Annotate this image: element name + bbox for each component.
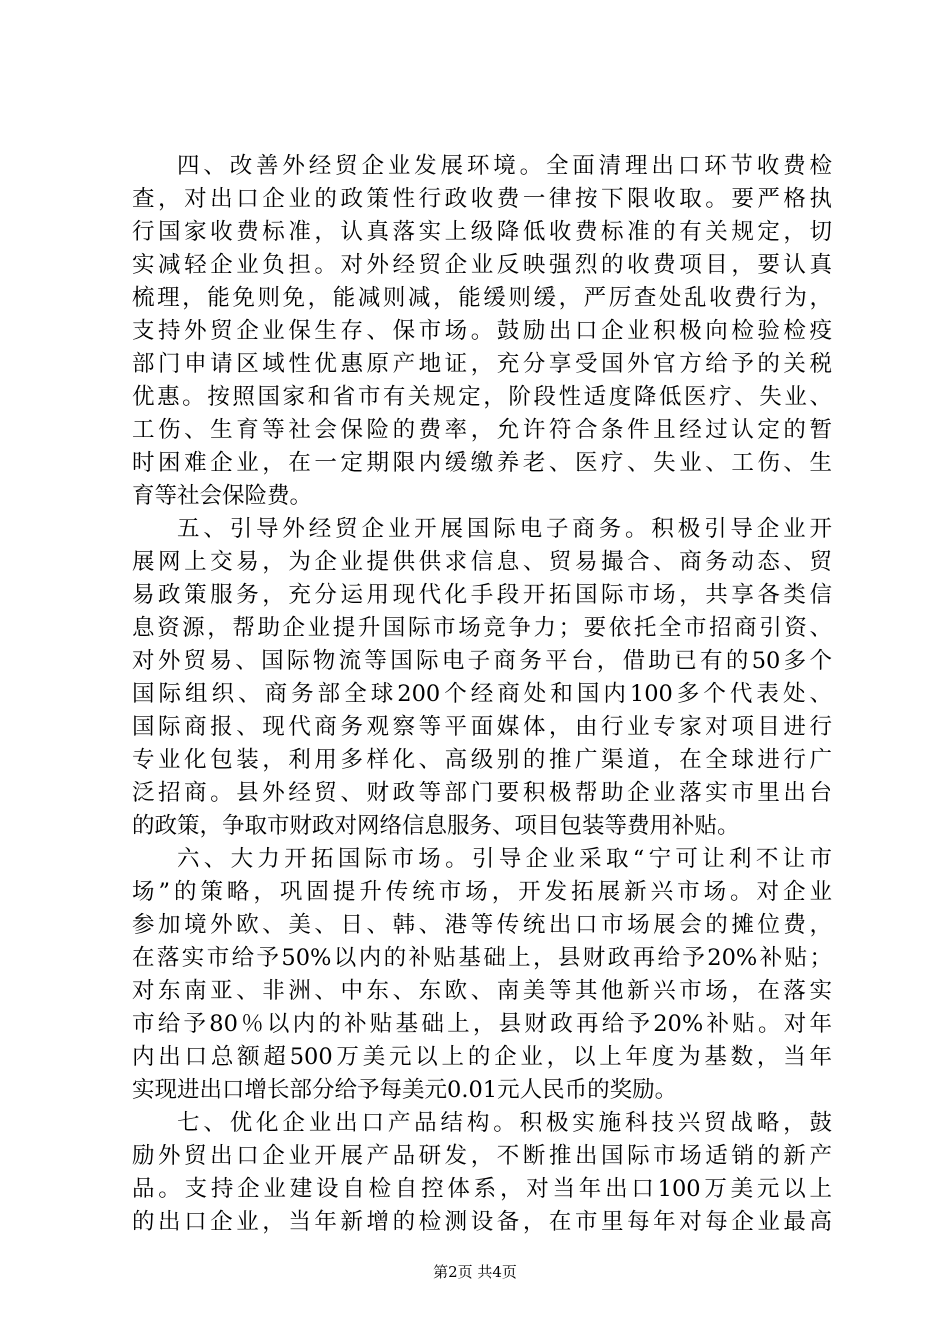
text-line: 展网上交易，为企业提供供求信息、贸易撮合、商务动态、贸 (132, 549, 832, 575)
text-line: 六、大力开拓国际市场。引导企业采取“宁可让利不让市 (177, 846, 832, 872)
text-line: 四、改善外经贸企业发展环境。全面清理出口环节收费检 (177, 153, 832, 179)
text-line: 时困难企业，在一定期限内缓缴养老、医疗、失业、工伤、生 (132, 450, 832, 476)
text-line: 市给予80％以内的补贴基础上，县财政再给予20%补贴。对年 (132, 1011, 832, 1037)
text-line: 查，对出口企业的政策性行政收费一律按下限收取。要严格执 (132, 186, 832, 212)
text-line: 品。支持企业建设自检自控体系，对当年出口100万美元以上 (132, 1176, 832, 1202)
text-line: 国际组织、商务部全球200个经商处和国内100多个代表处、 (132, 681, 832, 707)
text-line: 的政策，争取市财政对网络信息服务、项目包装等费用补贴。 (132, 813, 740, 839)
text-line: 实减轻企业负担。对外经贸企业反映强烈的收费项目，要认真 (132, 252, 832, 278)
text-line: 专业化包装，利用多样化、高级别的推广渠道，在全球进行广 (132, 747, 832, 773)
text-line: 内出口总额超500万美元以上的企业，以上年度为基数，当年 (132, 1044, 832, 1070)
text-line: 在落实市给予50%以内的补贴基础上，县财政再给予20%补贴； (132, 945, 832, 971)
text-line: 行国家收费标准，认真落实上级降低收费标准的有关规定，切 (132, 219, 832, 245)
text-line: 息资源，帮助企业提升国际市场竞争力；要依托全市招商引资、 (132, 615, 832, 641)
text-line: 的出口企业，当年新增的检测设备，在市里每年对每企业最高 (132, 1209, 832, 1235)
document-body (132, 150, 832, 1239)
text-line: 梳理，能免则免，能减则减，能缓则缓，严厉查处乱收费行为， (132, 285, 832, 311)
text-line: 实现进出口增长部分给予每美元0.01元人民币的奖励。 (132, 1077, 678, 1103)
text-line: 参加境外欧、美、日、韩、港等传统出口市场展会的摊位费， (132, 912, 832, 938)
text-line: 易政策服务，充分运用现代化手段开拓国际市场，共享各类信 (132, 582, 832, 608)
text-line: 七、优化企业出口产品结构。积极实施科技兴贸战略，鼓 (177, 1110, 832, 1136)
text-line: 对外贸易、国际物流等国际电子商务平台，借助已有的50多个 (132, 648, 832, 674)
text-line: 场”的策略，巩固提升传统市场，开发拓展新兴市场。对企业 (132, 879, 832, 905)
text-line: 支持外贸企业保生存、保市场。鼓励出口企业积极向检验检疫 (132, 318, 832, 344)
text-line: 国际商报、现代商务观察等平面媒体，由行业专家对项目进行 (132, 714, 832, 740)
text-line: 泛招商。县外经贸、财政等部门要积极帮助企业落实市里出台 (132, 780, 832, 806)
text-line: 对东南亚、非洲、中东、东欧、南美等其他新兴市场，在落实 (132, 978, 832, 1004)
paragraph-section-7 (132, 1107, 832, 1239)
text-line: 优惠。按照国家和省市有关规定，阶段性适度降低医疗、失业、 (132, 384, 832, 410)
paragraph-section-6 (132, 843, 832, 1107)
text-line: 育等社会保险费。 (132, 483, 313, 509)
text-line: 五、引导外经贸企业开展国际电子商务。积极引导企业开 (177, 516, 832, 542)
text-line: 部门申请区域性优惠原产地证，充分享受国外官方给予的关税 (132, 351, 832, 377)
paragraph-section-5 (132, 513, 832, 843)
paragraph-section-4 (132, 150, 832, 513)
text-line: 励外贸出口企业开展产品研发，不断推出国际市场适销的新产 (132, 1143, 832, 1169)
text-line: 工伤、生育等社会保险的费率，允许符合条件且经过认定的暂 (132, 417, 832, 443)
page-footer: 第2页 共4页 (433, 1263, 517, 1281)
